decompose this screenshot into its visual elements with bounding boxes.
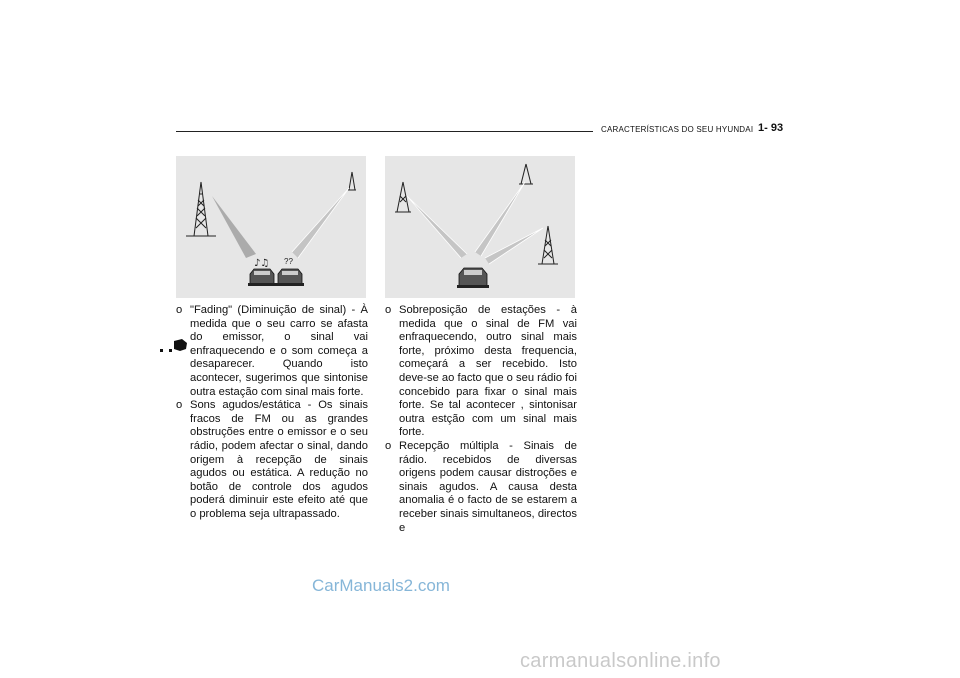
item-text: Recepção múltipla - Sinais de rádio. recebidos de diversas origens podem causar distroções e sinais agudos. A causa desta anomalia é o facto de se estarem a receber sinais simultaneos, directos e	[399, 439, 577, 534]
watermark-text: carmanualsonline.info	[520, 650, 721, 672]
bullet: o	[385, 439, 392, 452]
fading-illustration	[176, 156, 366, 298]
music-note-icon: ♪♫	[254, 258, 270, 269]
car-icon	[248, 269, 276, 286]
signal-beam	[212, 196, 256, 258]
list-item	[176, 304, 368, 399]
bullet: o	[176, 399, 183, 412]
radio-tower-icon	[538, 226, 558, 264]
question-label: ??	[284, 257, 293, 266]
bullet: o	[385, 304, 392, 316]
list-item	[176, 399, 368, 521]
list-item	[385, 304, 577, 440]
car-icon	[457, 268, 489, 288]
signal-beam	[407, 196, 467, 258]
radio-tower-icon	[519, 164, 533, 184]
header-rule	[176, 131, 593, 132]
radio-tower-icon	[348, 172, 356, 190]
signal-beam	[292, 188, 349, 258]
left-text-column	[176, 304, 368, 522]
right-text-column	[385, 304, 577, 535]
bullet: o	[176, 304, 183, 316]
item-text: Sons agudos/estática - Os sinais fracos de FM ou as grandes obstruções entre o emissor e o seu rádio, podem afectar o sinal, dando origem à recepção de sinais agudos ou estática. A redução no botão de controle dos agudos poderá diminuir este efeito até que o problema seja ultrapassado.	[190, 399, 368, 520]
item-text: Sobreposição de estações - à medida que o sinal de FM vai enfraquecendo, outro sinal mais forte, próximo desta frequencia, começará a ser recebido. Isto deve-se ao facto que o seu rádio foi concebido para fixar o sinal mais forte. Se tal acontecer , sintonisar outra estção com um sinal mais forte.	[399, 304, 577, 439]
list-item	[385, 440, 577, 535]
radio-tower-icon	[186, 182, 216, 236]
watermark-link[interactable]: CarManuals2.com	[312, 576, 450, 595]
station-overlap-illustration	[385, 156, 575, 298]
page-number: 1- 93	[758, 122, 784, 134]
car-icon	[276, 269, 304, 286]
section-title: CARACTERÍSTICAS DO SEU HYUNDAI	[601, 125, 754, 134]
item-text: "Fading" (Diminuição de sinal) - À medida que o seu carro se afasta do emissor, o sinal vai enfraquecendo e o som começa a desaparecer. Quando isto acontecer, sugerimos que sintonise outra estação com sinal mais forte.	[190, 304, 368, 398]
